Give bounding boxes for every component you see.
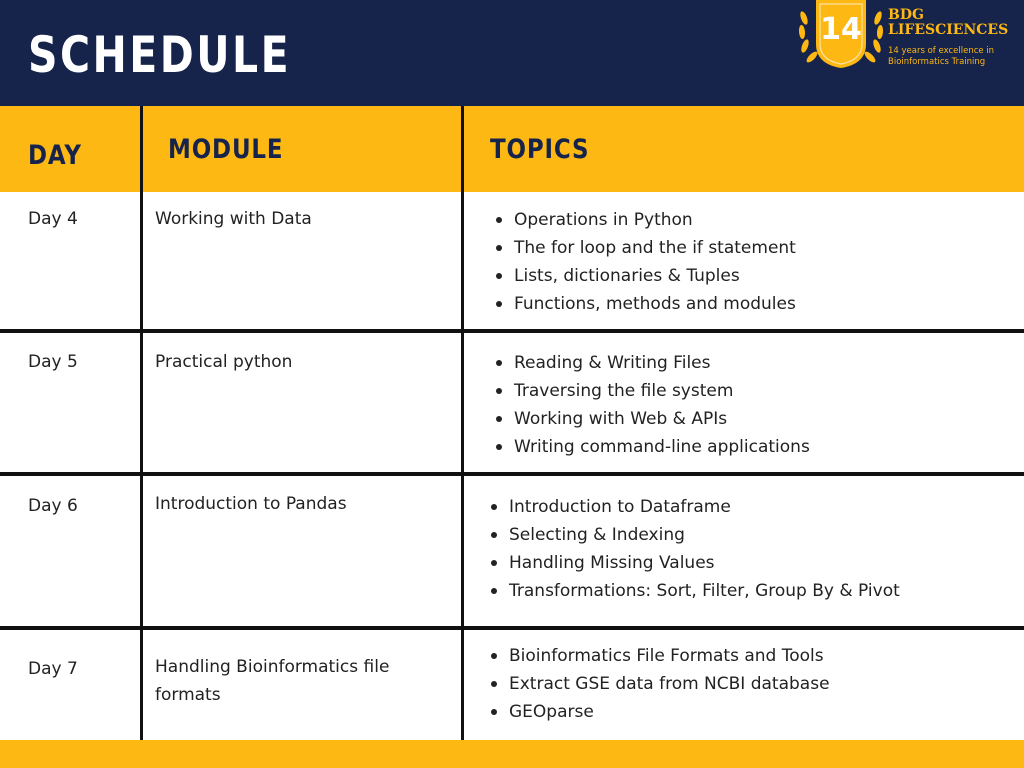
module-cell: Introduction to Pandas (155, 494, 347, 514)
bullet-icon (491, 588, 497, 594)
brand-name: BDG LIFESCIENCES (888, 7, 1009, 38)
topics-list (496, 206, 796, 318)
module-cell: Handling Bioinformatics file formats (155, 657, 390, 705)
list-item: Functions, methods and modules (496, 290, 796, 318)
topics-list (491, 642, 830, 726)
bullet-icon (491, 560, 497, 566)
footer-bar (0, 740, 1024, 768)
list-item: Transformations: Sort, Filter, Group By & Pivot (491, 577, 900, 605)
list-item: Bioinformatics File Formats and Tools (491, 642, 830, 670)
bullet-icon (496, 273, 502, 279)
column-header-module: MODULE (168, 134, 284, 165)
badge-number: 14 (820, 12, 862, 47)
table-header-row (0, 106, 1024, 192)
bullet-icon (491, 709, 497, 715)
topics-list (496, 349, 810, 461)
list-item: Lists, dictionaries & Tuples (496, 262, 796, 290)
list-item: Writing command-line applications (496, 433, 810, 461)
topics-list (491, 493, 900, 605)
list-item: GEOparse (491, 698, 830, 726)
row-divider-2 (0, 472, 1024, 476)
day-cell: Day 6 (28, 496, 78, 516)
day-cell: Day 5 (28, 352, 78, 372)
list-item: Traversing the file system (496, 377, 810, 405)
page-title: SCHEDULE (28, 26, 292, 84)
bullet-icon (496, 444, 502, 450)
day-cell: Day 7 (28, 659, 78, 679)
column-divider-2 (461, 106, 464, 740)
module-cell: Practical python (155, 352, 293, 372)
list-item: Operations in Python (496, 206, 796, 234)
brand-tagline: 14 years of excellence in Bioinformatics Training (888, 46, 995, 67)
bullet-icon (496, 245, 502, 251)
list-item: The for loop and the if statement (496, 234, 796, 262)
bullet-icon (496, 416, 502, 422)
list-item: Extract GSE data from NCBI database (491, 670, 830, 698)
bullet-icon (496, 388, 502, 394)
bullet-icon (496, 360, 502, 366)
list-item: Introduction to Dataframe (491, 493, 900, 521)
column-divider-1 (140, 106, 143, 740)
bullet-icon (491, 532, 497, 538)
bullet-icon (496, 217, 502, 223)
bullet-icon (491, 681, 497, 687)
column-header-topics: TOPICS (490, 134, 590, 165)
bullet-icon (491, 653, 497, 659)
row-divider-1 (0, 329, 1024, 333)
list-item: Selecting & Indexing (491, 521, 900, 549)
bullet-icon (496, 301, 502, 307)
module-cell: Working with Data (155, 209, 312, 229)
column-header-day: DAY (28, 140, 82, 171)
brand-logo (796, 0, 1024, 72)
list-item: Working with Web & APIs (496, 405, 810, 433)
header-bar (0, 0, 1024, 106)
day-cell: Day 4 (28, 209, 78, 229)
list-item: Reading & Writing Files (496, 349, 810, 377)
row-divider-3 (0, 626, 1024, 630)
list-item: Handling Missing Values (491, 549, 900, 577)
bullet-icon (491, 504, 497, 510)
